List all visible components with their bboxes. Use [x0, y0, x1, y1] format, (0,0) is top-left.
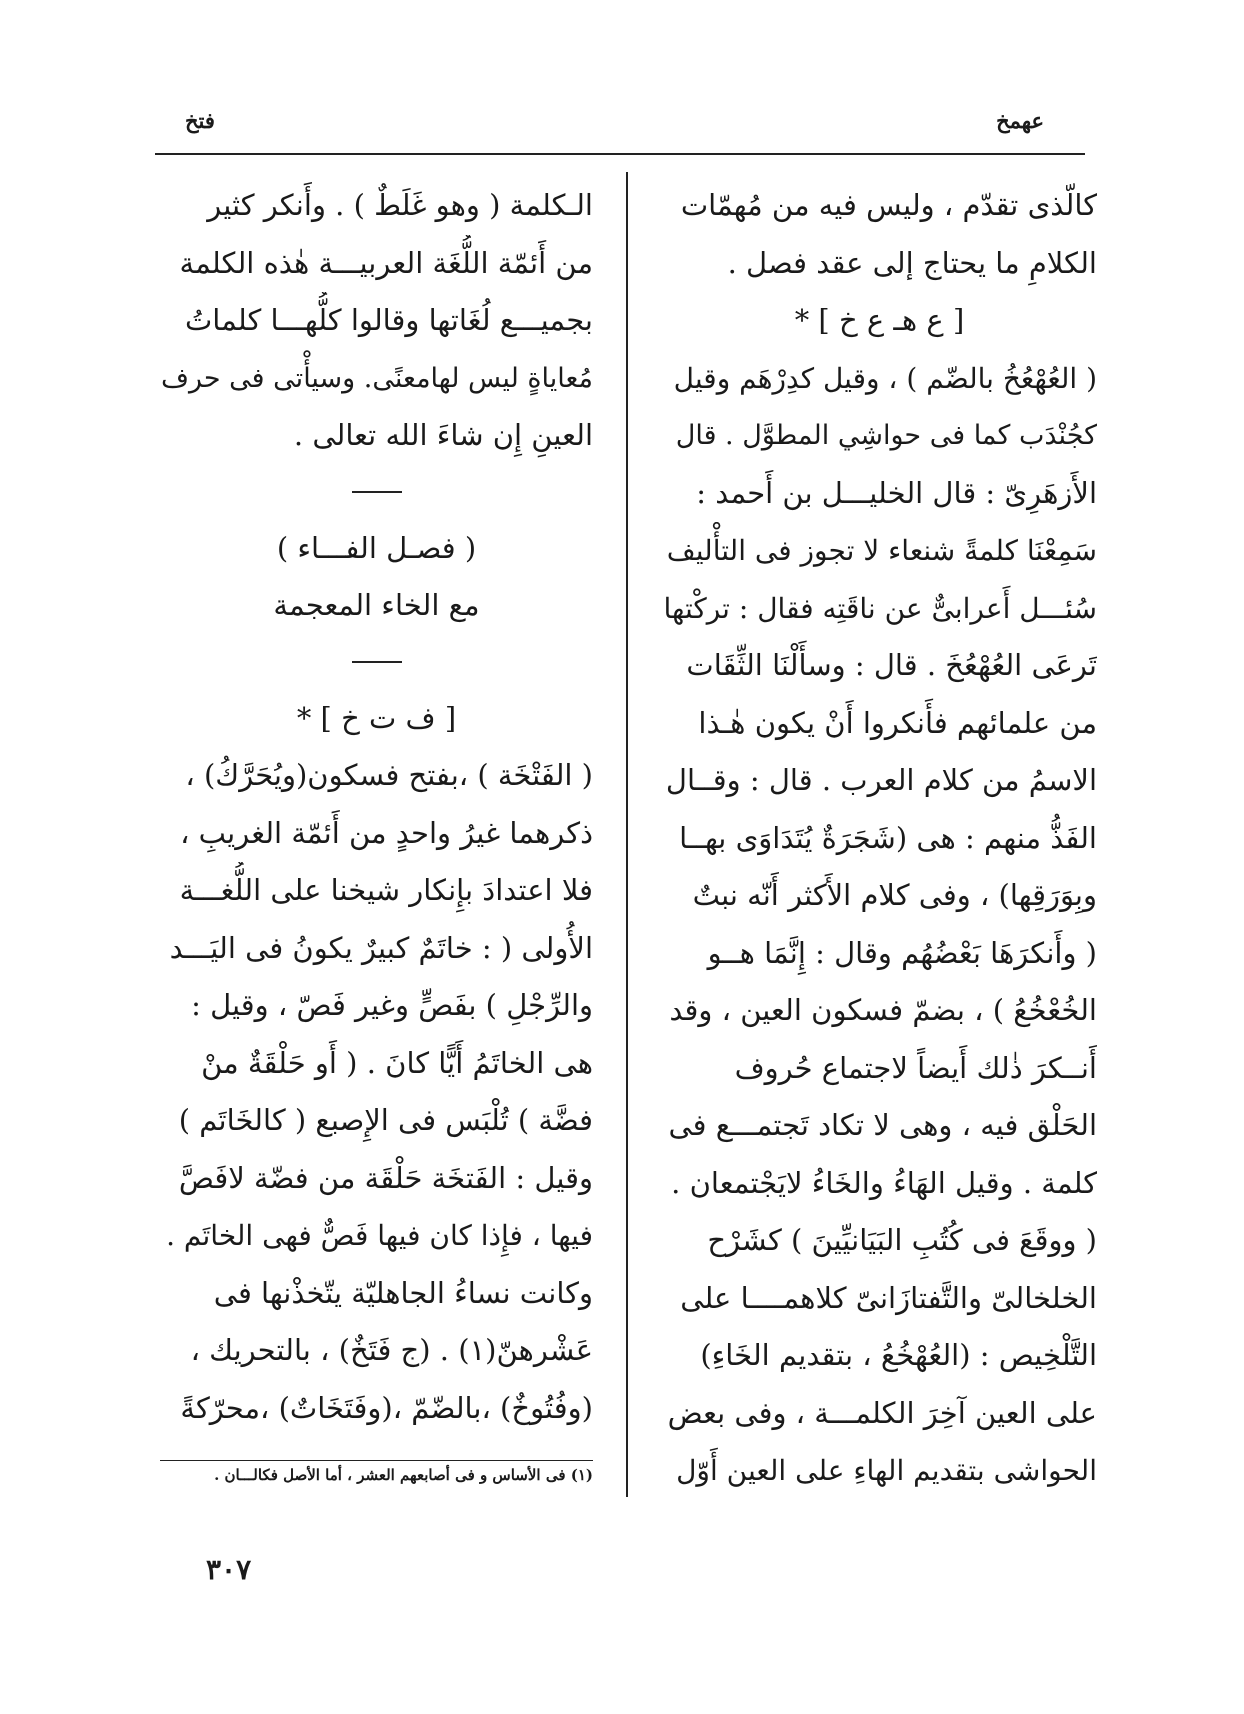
left-entry-line: فيها ، فإِذا كان فيها فَصٌّ فهى الخاتَم . — [166, 1219, 593, 1252]
right-entry-line: سَمِعْنَا كلمةً شنعاء لا تجوز فى التأْليف — [666, 534, 1097, 567]
entry-heading-ahmkh: [ ع هـ ع خ ] * — [794, 303, 965, 337]
page-number: ٣٠٧ — [206, 1553, 252, 1586]
left-entry-line: والرِّجْلِ ) بفَصٍّ وغير فَصّ ، وقيل : — [191, 988, 593, 1022]
left-column-intro — [160, 177, 593, 465]
footnote: (١) فى الأساس و فى أصابعهم العشر ، أما الأصل فكالـــان . — [214, 1466, 593, 1484]
left-column — [160, 177, 593, 1437]
right-entry-line: الفَذُّ منهم : هى (شَجَرَةٌ يُتَدَاوَى بهــا — [679, 820, 1097, 855]
section-divider-top — [352, 491, 402, 493]
left-entry-line: وقيل : الفَتخَة حَلْقَة من فضّة لافَصَّ — [178, 1160, 593, 1195]
left-entry-line: (وفُتُوخٌ) ،بالضّمّ ،(وفَتَخَاتٌ) ،محرّكةً — [180, 1390, 593, 1425]
footnote-rule — [160, 1460, 593, 1461]
column-divider — [626, 172, 628, 1497]
left-intro-line: مُعاياةٍ ليس لهامعنًى. وسيأْتى فى حرف — [161, 362, 593, 394]
right-entry-line: سُئـــل أَعرابىٌّ عن ناقَتِه فقال : تركْتها — [663, 591, 1097, 625]
right-entry-line: من علمائهم فأَنكروا أَنْ يكون هٰـذا — [698, 705, 1097, 740]
left-intro-line: الـكلمة ( وهو غَلَطٌ ) . وأَنكر كثير — [207, 188, 593, 222]
left-intro-line: العينِ إِن شاءَ الله تعالى . — [293, 418, 593, 452]
left-entry-line: ذكرهما غيرُ واحدٍ من أَئمّة الغريبِ ، — [180, 815, 593, 850]
right-entry-line: الحواشى بتقديم الهاءِ على العين أَوّل — [676, 1454, 1097, 1487]
right-entry-line: ( ووقَعَ فى كُتُبِ البَيَانيِّينَ ) كشَرْح — [707, 1223, 1097, 1257]
entry-heading-ftkh: [ ف ت خ ] * — [296, 700, 457, 735]
left-entry-line: الأُولى ( : خاتَمٌ كبيرٌ يكونُ فى اليَـــد — [169, 930, 593, 965]
section-divider-bottom — [352, 661, 402, 663]
right-entry-line: كجُنْدَب كما فى حواشِي المطوَّل . قال — [675, 420, 1097, 451]
right-entry-line: الخُعْخُعُ ) ، بضمّ فسكون العين ، وقد — [669, 993, 1097, 1027]
right-entry-line: أَنــكرَ ذٰلك أَيضاً لاجتماع حُروف — [734, 1050, 1097, 1085]
right-entry-line: التَّلْخِيص : (العُهْخُعُ ، بتقديم الخَاءِ) — [700, 1338, 1097, 1372]
right-entry-line: وبِوَرَقِها) ، وفى كلام الأَكثر أَنّه نبتٌ — [692, 878, 1097, 912]
right-column — [662, 177, 1097, 1500]
right-column-intro — [662, 177, 1097, 292]
left-entry-line: عَشْرهنّ(١) . (ج فَتَخٌ) ، بالتحريك ، — [190, 1333, 593, 1367]
left-column-entry — [160, 747, 593, 1437]
left-entry-line: فضَّة ) تُلْبَس فى الإِصبع ( كالخَاتَم ) — [178, 1103, 593, 1137]
running-head-right: عهمخ — [996, 108, 1044, 133]
left-entry-line: ( الفَتْخَة ) ،بفتح فسكون(ويُحَرَّكُ) ، — [185, 758, 593, 792]
running-head-left: فتخ — [185, 108, 215, 133]
left-entry-line: هى الخاتَمُ أَيًّا كانَ . ( أَو حَلْقَةٌ منْ — [201, 1045, 593, 1080]
right-entry-line: على العين آخِرَ الكلمـــة ، وفى بعض — [667, 1395, 1097, 1430]
left-intro-line: بجميـــع لُغَاتها وقالوا كلُّهـــا كلماتُ — [184, 303, 593, 337]
left-intro-line: من أَئمّة اللُّغَة العربيـــة هٰذه الكلمة — [179, 245, 593, 280]
section-title: ( فصـل الفـــاء ) — [276, 530, 477, 565]
right-entry-line: الاسمُ من كلام العرب . قال : وقــال — [665, 763, 1097, 797]
right-entry-line: ( العُهْعُخُ بالضّم ) ، وقيل كدِرْهَم وقيل — [673, 361, 1097, 395]
right-entry-line: تَرعَى العُهْعُخَ . قال : وسأَلْنَا الثِّقَات — [686, 648, 1097, 682]
right-intro-line: الكلامِ ما يحتاج إلى عقد فصل . — [727, 245, 1097, 280]
left-entry-line: وكانت نساءُ الجاهليّة يتّخذْنها فى — [213, 1275, 593, 1310]
right-entry-line: ( وأَنكرَهَا بَعْضُهُم وقال : إِنَّمَا هــو — [707, 935, 1097, 970]
right-entry-line: الحَلْق فيه ، وهى لا تكاد تَجتمـــع فى — [668, 1108, 1097, 1142]
right-entry-line: الخلخالىّ والتَّفتازَانىّ كلاهمــــا على — [680, 1280, 1097, 1315]
right-entry-line: الأَزهَرِىّ : قال الخليـــل بن أَحمد : — [696, 475, 1097, 510]
header-rule — [155, 153, 1085, 155]
right-column-entry — [662, 350, 1097, 1500]
left-entry-line: فلا اعتدادَ بإِنكار شيخنا على اللُّغـــة — [179, 873, 593, 907]
right-entry-line: كلمة . وقيل الهَاءُ والخَاءُ لايَجْتمعان . — [671, 1165, 1097, 1200]
right-intro-line: كالّذى تقدّم ، وليس فيه من مُهمّات — [680, 188, 1097, 222]
section-subtitle: مع الخاء المعجمة — [273, 588, 480, 622]
